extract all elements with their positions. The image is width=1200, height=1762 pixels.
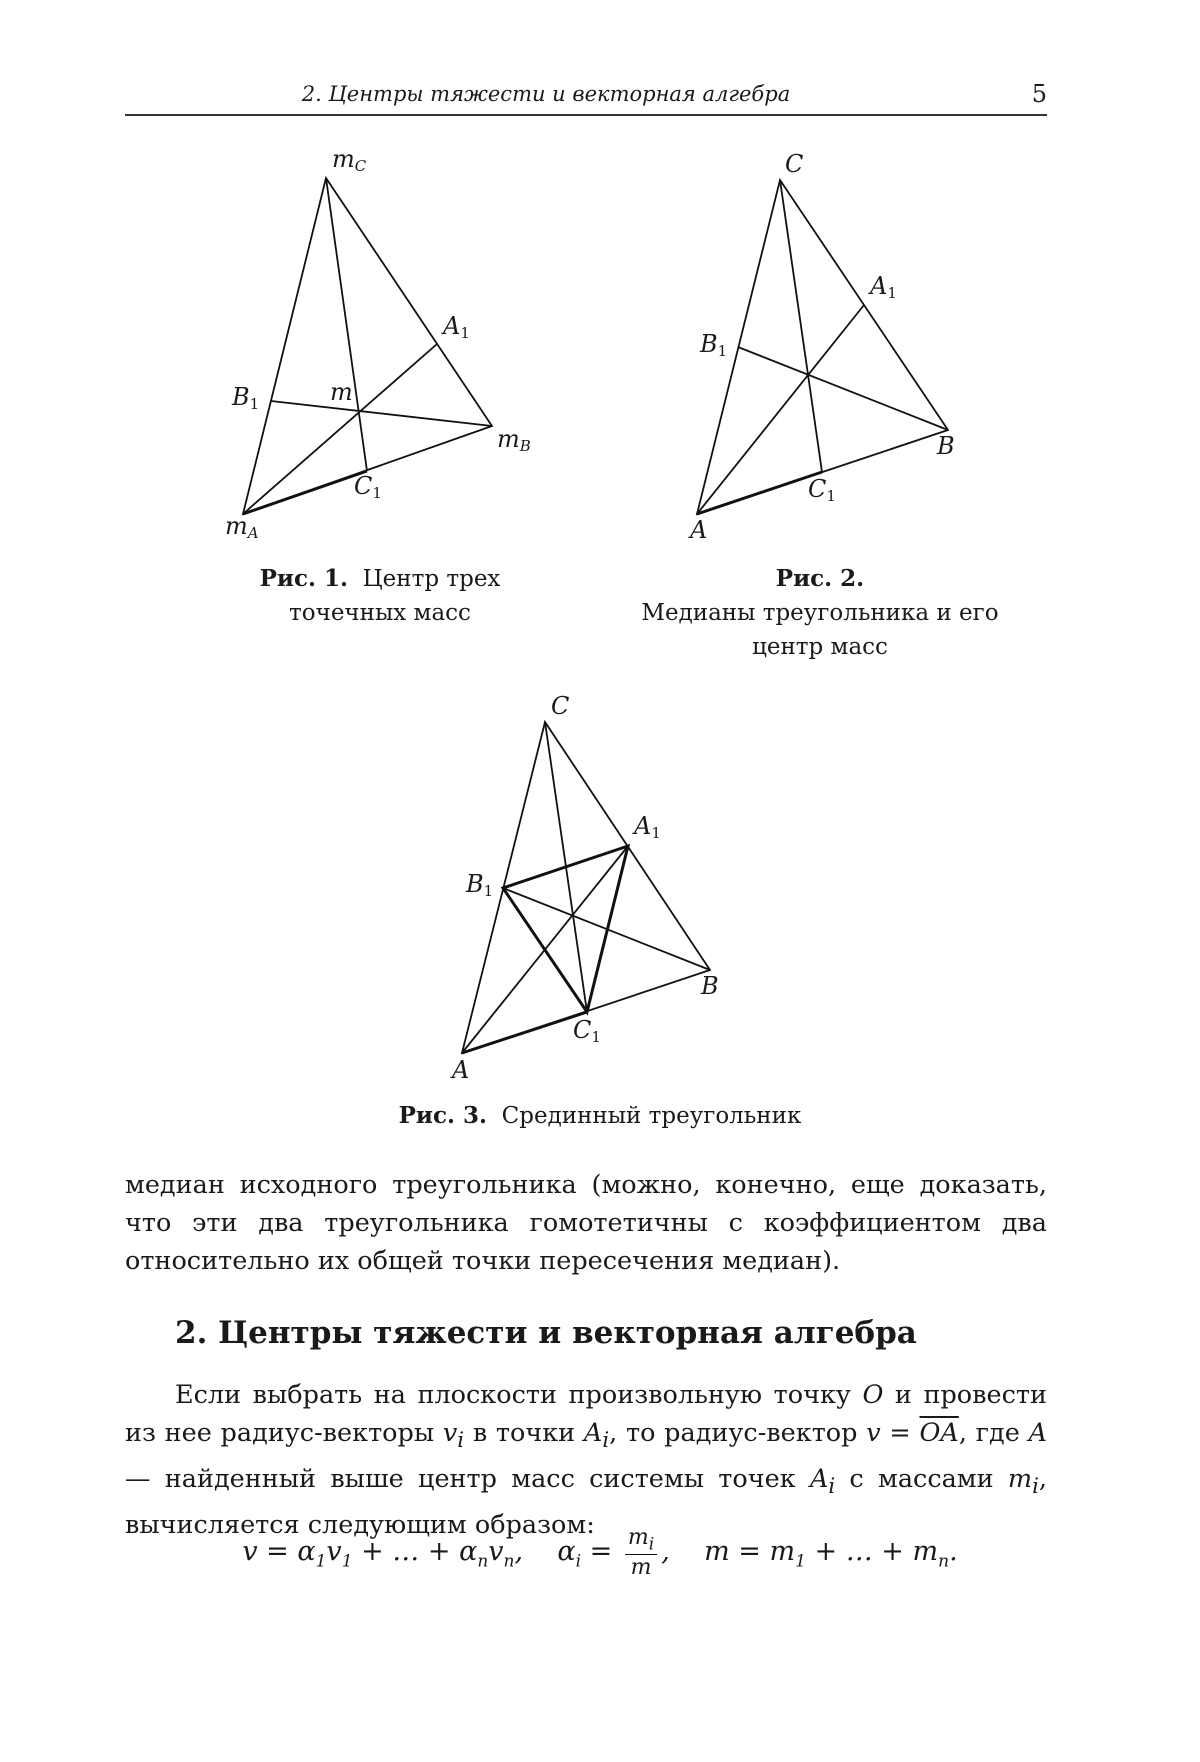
fig3-base-thick	[462, 1012, 587, 1053]
fig1-label-B1: $B_1$	[232, 383, 260, 413]
fig1-caption-label: Рис. 1.	[259, 565, 348, 592]
fig1-caption-line1: Центр трех	[362, 566, 501, 592]
fig1-label-m: m	[330, 378, 353, 406]
display-formula: $v = \alpha_1v_1$ + … + $\alpha_nv_n$, $\alpha_i$ = $\frac{m_i}{m}$ , $m = m_1$ + … + $m_n$.	[242, 1525, 958, 1581]
fig3-caption-text: Срединный треугольник	[501, 1103, 802, 1129]
fig3-label-B: B	[701, 972, 719, 1000]
fig1-label-mB: $m_B$	[497, 425, 531, 455]
fig2-label-B: B	[937, 432, 955, 460]
fig3-label-C1: $C_1$	[573, 1016, 601, 1046]
page-number: 5	[1031, 80, 1047, 108]
fig3-medial-triangle	[503, 846, 628, 1012]
fig3-label-C: C	[551, 692, 570, 720]
fig1-caption-line2: точечных масс	[289, 600, 471, 626]
fig1-label-C1: $C_1$	[354, 472, 382, 502]
fig3-label-B1: $B_1$	[466, 870, 494, 900]
fig3-label-A1: $A_1$	[634, 812, 661, 842]
fig1-label-A1: $A_1$	[443, 312, 470, 342]
figure-3-caption	[300, 1099, 900, 1133]
formula-fraction: $\frac{m_i}{m}$	[625, 1525, 657, 1580]
fig3-caption-label: Рис. 3.	[398, 1102, 488, 1129]
fig2-label-C: C	[785, 150, 804, 178]
running-title: 2. Центры тяжести и векторная алгебра	[301, 82, 791, 106]
fig2-label-B1: $B_1$	[700, 330, 728, 360]
fig2-caption-label: Рис. 2.	[775, 565, 865, 592]
fig2-label-A: A	[690, 516, 708, 544]
paragraph-1: медиан исходного треугольника (можно, конечно, еще доказать, что эти два треугольника гомотетичны с коэффициентом два относительно их общей точки пересечения медиан).	[125, 1170, 1047, 1276]
paragraph-2: Если выбрать на плоскости произвольную точку O и провести из нее радиус-векторы $v_i$ в точки $A_i$, то радиус-вектор $v = \overline{OA}$, где A — найденный выше центр масс системы точек $A_i$ с массами $m_i$, вычисляется следующим образом:	[125, 1380, 1048, 1541]
fig2-caption-line1: Медианы треугольника и его	[641, 600, 999, 626]
fig2-label-C1: $C_1$	[808, 475, 836, 505]
fig2-caption-line2: центр масс	[752, 634, 888, 660]
fig1-label-mC: $m_C$	[332, 145, 367, 175]
fig3-label-A: A	[452, 1056, 470, 1084]
fig2-label-A1: $A_1$	[870, 272, 897, 302]
section-title: 2. Центры тяжести и векторная алгебра	[175, 1315, 917, 1351]
fig1-label-mA: $m_A$	[225, 512, 259, 542]
